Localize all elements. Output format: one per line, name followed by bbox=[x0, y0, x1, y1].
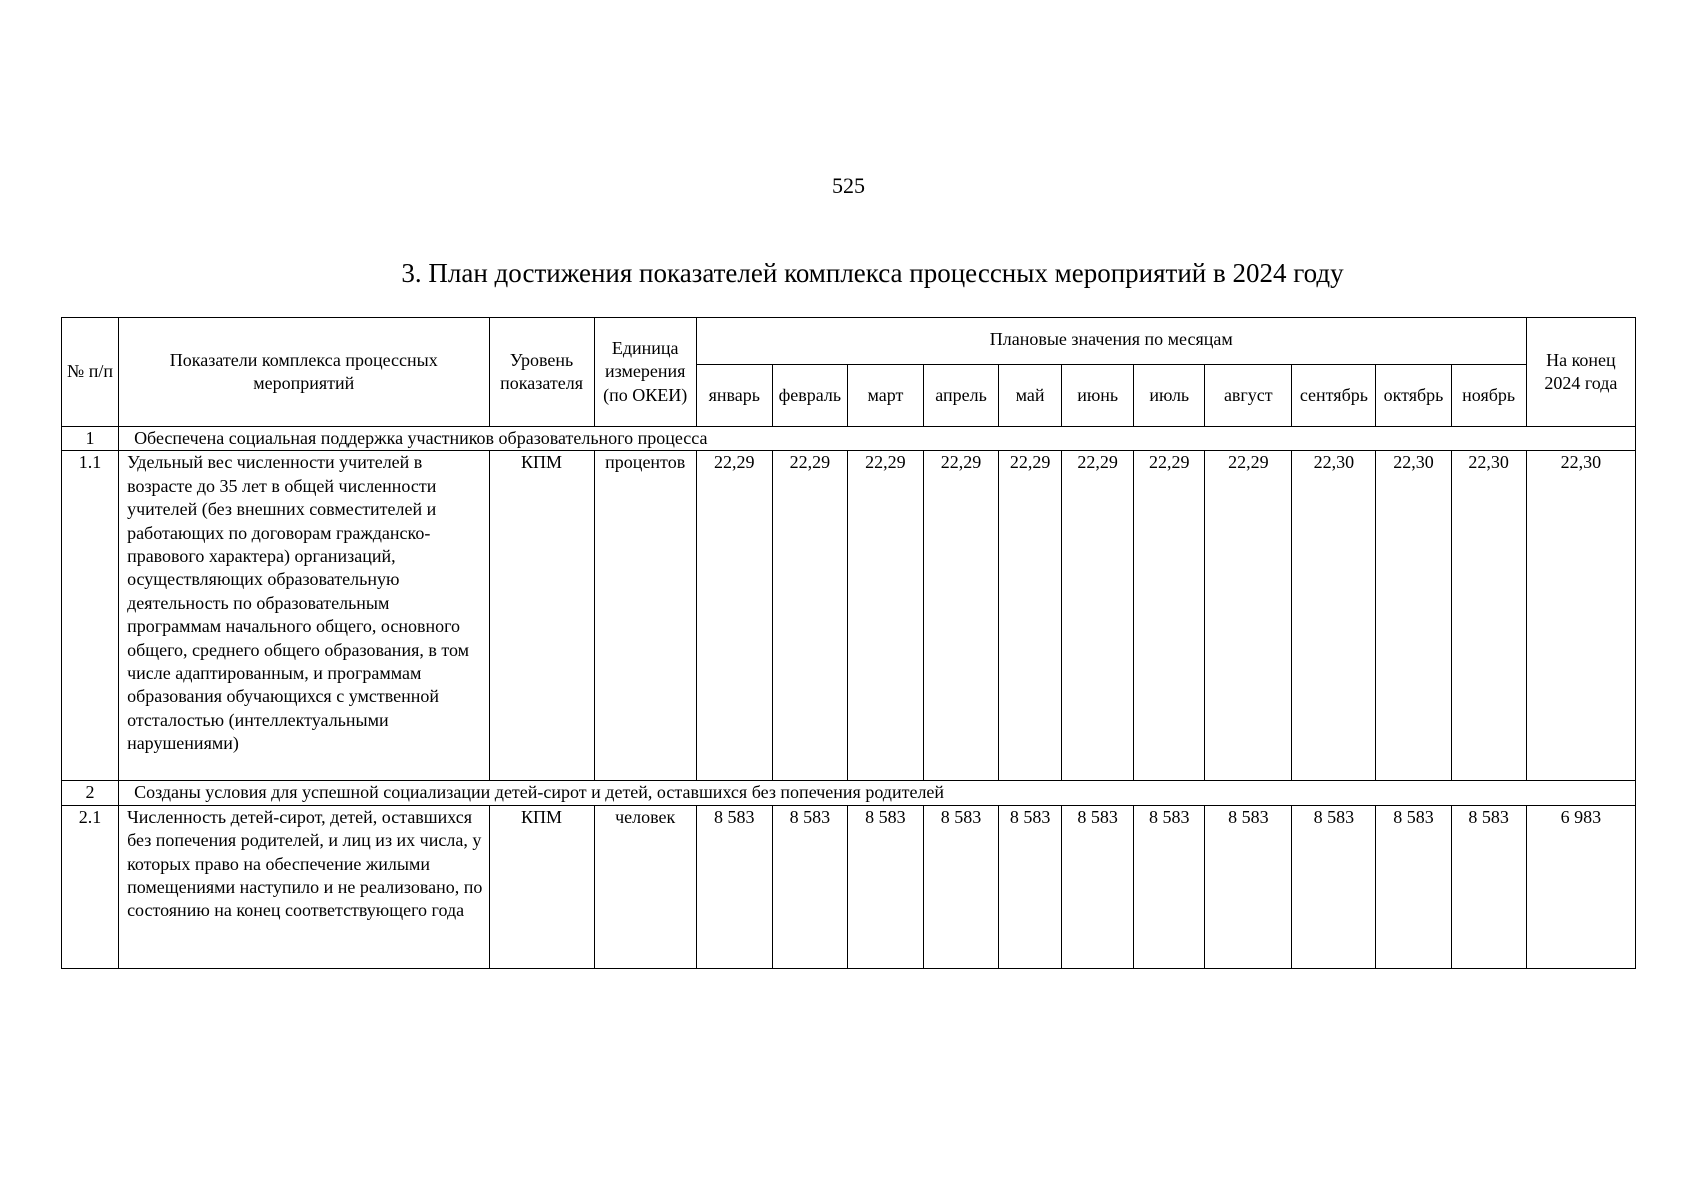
indicator-number: 2.1 bbox=[62, 805, 119, 968]
month-value: 8 583 bbox=[1062, 805, 1134, 968]
month-header: апрель bbox=[923, 365, 998, 427]
header-unit: Единица измерения (по ОКЕИ) bbox=[594, 318, 696, 427]
header-indicator: Показатели комплекса процессных мероприятий bbox=[119, 318, 489, 427]
indicator-level: КПМ bbox=[489, 805, 594, 968]
month-value: 22,29 bbox=[772, 451, 847, 781]
month-value: 22,30 bbox=[1451, 451, 1526, 781]
header-num: № п/п bbox=[62, 318, 119, 427]
month-value: 8 583 bbox=[1292, 805, 1376, 968]
month-value: 22,29 bbox=[847, 451, 923, 781]
header-end-of-year: На конец 2024 года bbox=[1526, 318, 1635, 427]
month-value: 8 583 bbox=[999, 805, 1062, 968]
section-number: 1 bbox=[62, 427, 119, 451]
table-body bbox=[62, 427, 1636, 969]
section-row bbox=[62, 781, 1636, 805]
page-number: 525 bbox=[832, 173, 865, 198]
month-header: май bbox=[999, 365, 1062, 427]
month-value: 8 583 bbox=[847, 805, 923, 968]
month-value: 8 583 bbox=[772, 805, 847, 968]
month-header: июнь bbox=[1062, 365, 1134, 427]
indicator-number: 1.1 bbox=[62, 451, 119, 781]
month-value: 22,29 bbox=[1205, 451, 1292, 781]
month-header: сентябрь bbox=[1292, 365, 1376, 427]
month-value: 8 583 bbox=[696, 805, 772, 968]
month-header: февраль bbox=[772, 365, 847, 427]
header-level: Уровень показателя bbox=[489, 318, 594, 427]
indicator-level: КПМ bbox=[489, 451, 594, 781]
month-value: 8 583 bbox=[1205, 805, 1292, 968]
section-title: Созданы условия для успешной социализации детей-сирот и детей, оставшихся без попечения родителей bbox=[119, 781, 1636, 805]
month-value: 22,29 bbox=[923, 451, 998, 781]
section-number: 2 bbox=[62, 781, 119, 805]
month-header: март bbox=[847, 365, 923, 427]
indicator-unit: человек bbox=[594, 805, 696, 968]
month-header: июль bbox=[1134, 365, 1205, 427]
document-title: 3. План достижения показателей комплекса процессных мероприятий в 2024 году bbox=[401, 258, 1344, 288]
indicator-name: Удельный вес численности учителей в возрасте до 35 лет в общей численности учителей (без внешних совместителей и работающих по договорам гражданско-правового характера) организаций, осуществляющих образовательную деятельность по образовательным программам начального общего, основного общего, среднего общего образования, в том числе адаптированным, и программам образования обучающихся с умственной отсталостью (интеллектуальными нарушениями) bbox=[119, 451, 489, 781]
end-of-year-value: 6 983 bbox=[1526, 805, 1635, 968]
month-value: 22,29 bbox=[1134, 451, 1205, 781]
indicator-row bbox=[62, 805, 1636, 968]
month-value: 22,29 bbox=[696, 451, 772, 781]
end-of-year-value: 22,30 bbox=[1526, 451, 1635, 781]
month-header: август bbox=[1205, 365, 1292, 427]
month-value: 8 583 bbox=[923, 805, 998, 968]
month-header: ноябрь bbox=[1451, 365, 1526, 427]
month-header: октябрь bbox=[1376, 365, 1451, 427]
month-value: 8 583 bbox=[1376, 805, 1451, 968]
month-header: январь bbox=[696, 365, 772, 427]
indicator-row bbox=[62, 451, 1636, 781]
month-value: 8 583 bbox=[1451, 805, 1526, 968]
section-row bbox=[62, 427, 1636, 451]
month-value: 22,30 bbox=[1292, 451, 1376, 781]
month-value: 22,29 bbox=[999, 451, 1062, 781]
section-title: Обеспечена социальная поддержка участников образовательного процесса bbox=[119, 427, 1636, 451]
month-value: 22,30 bbox=[1376, 451, 1451, 781]
month-value: 22,29 bbox=[1062, 451, 1134, 781]
plan-table bbox=[61, 317, 1636, 969]
header-planned: Плановые значения по месяцам bbox=[696, 318, 1526, 365]
month-value: 8 583 bbox=[1134, 805, 1205, 968]
indicator-name: Численность детей-сирот, детей, оставшихся без попечения родителей, и лиц из их числа, у которых право на обеспечение жилыми помещениями наступило и не реализовано, по состоянию на конец соответствующего года bbox=[119, 805, 489, 968]
indicator-unit: процентов bbox=[594, 451, 696, 781]
